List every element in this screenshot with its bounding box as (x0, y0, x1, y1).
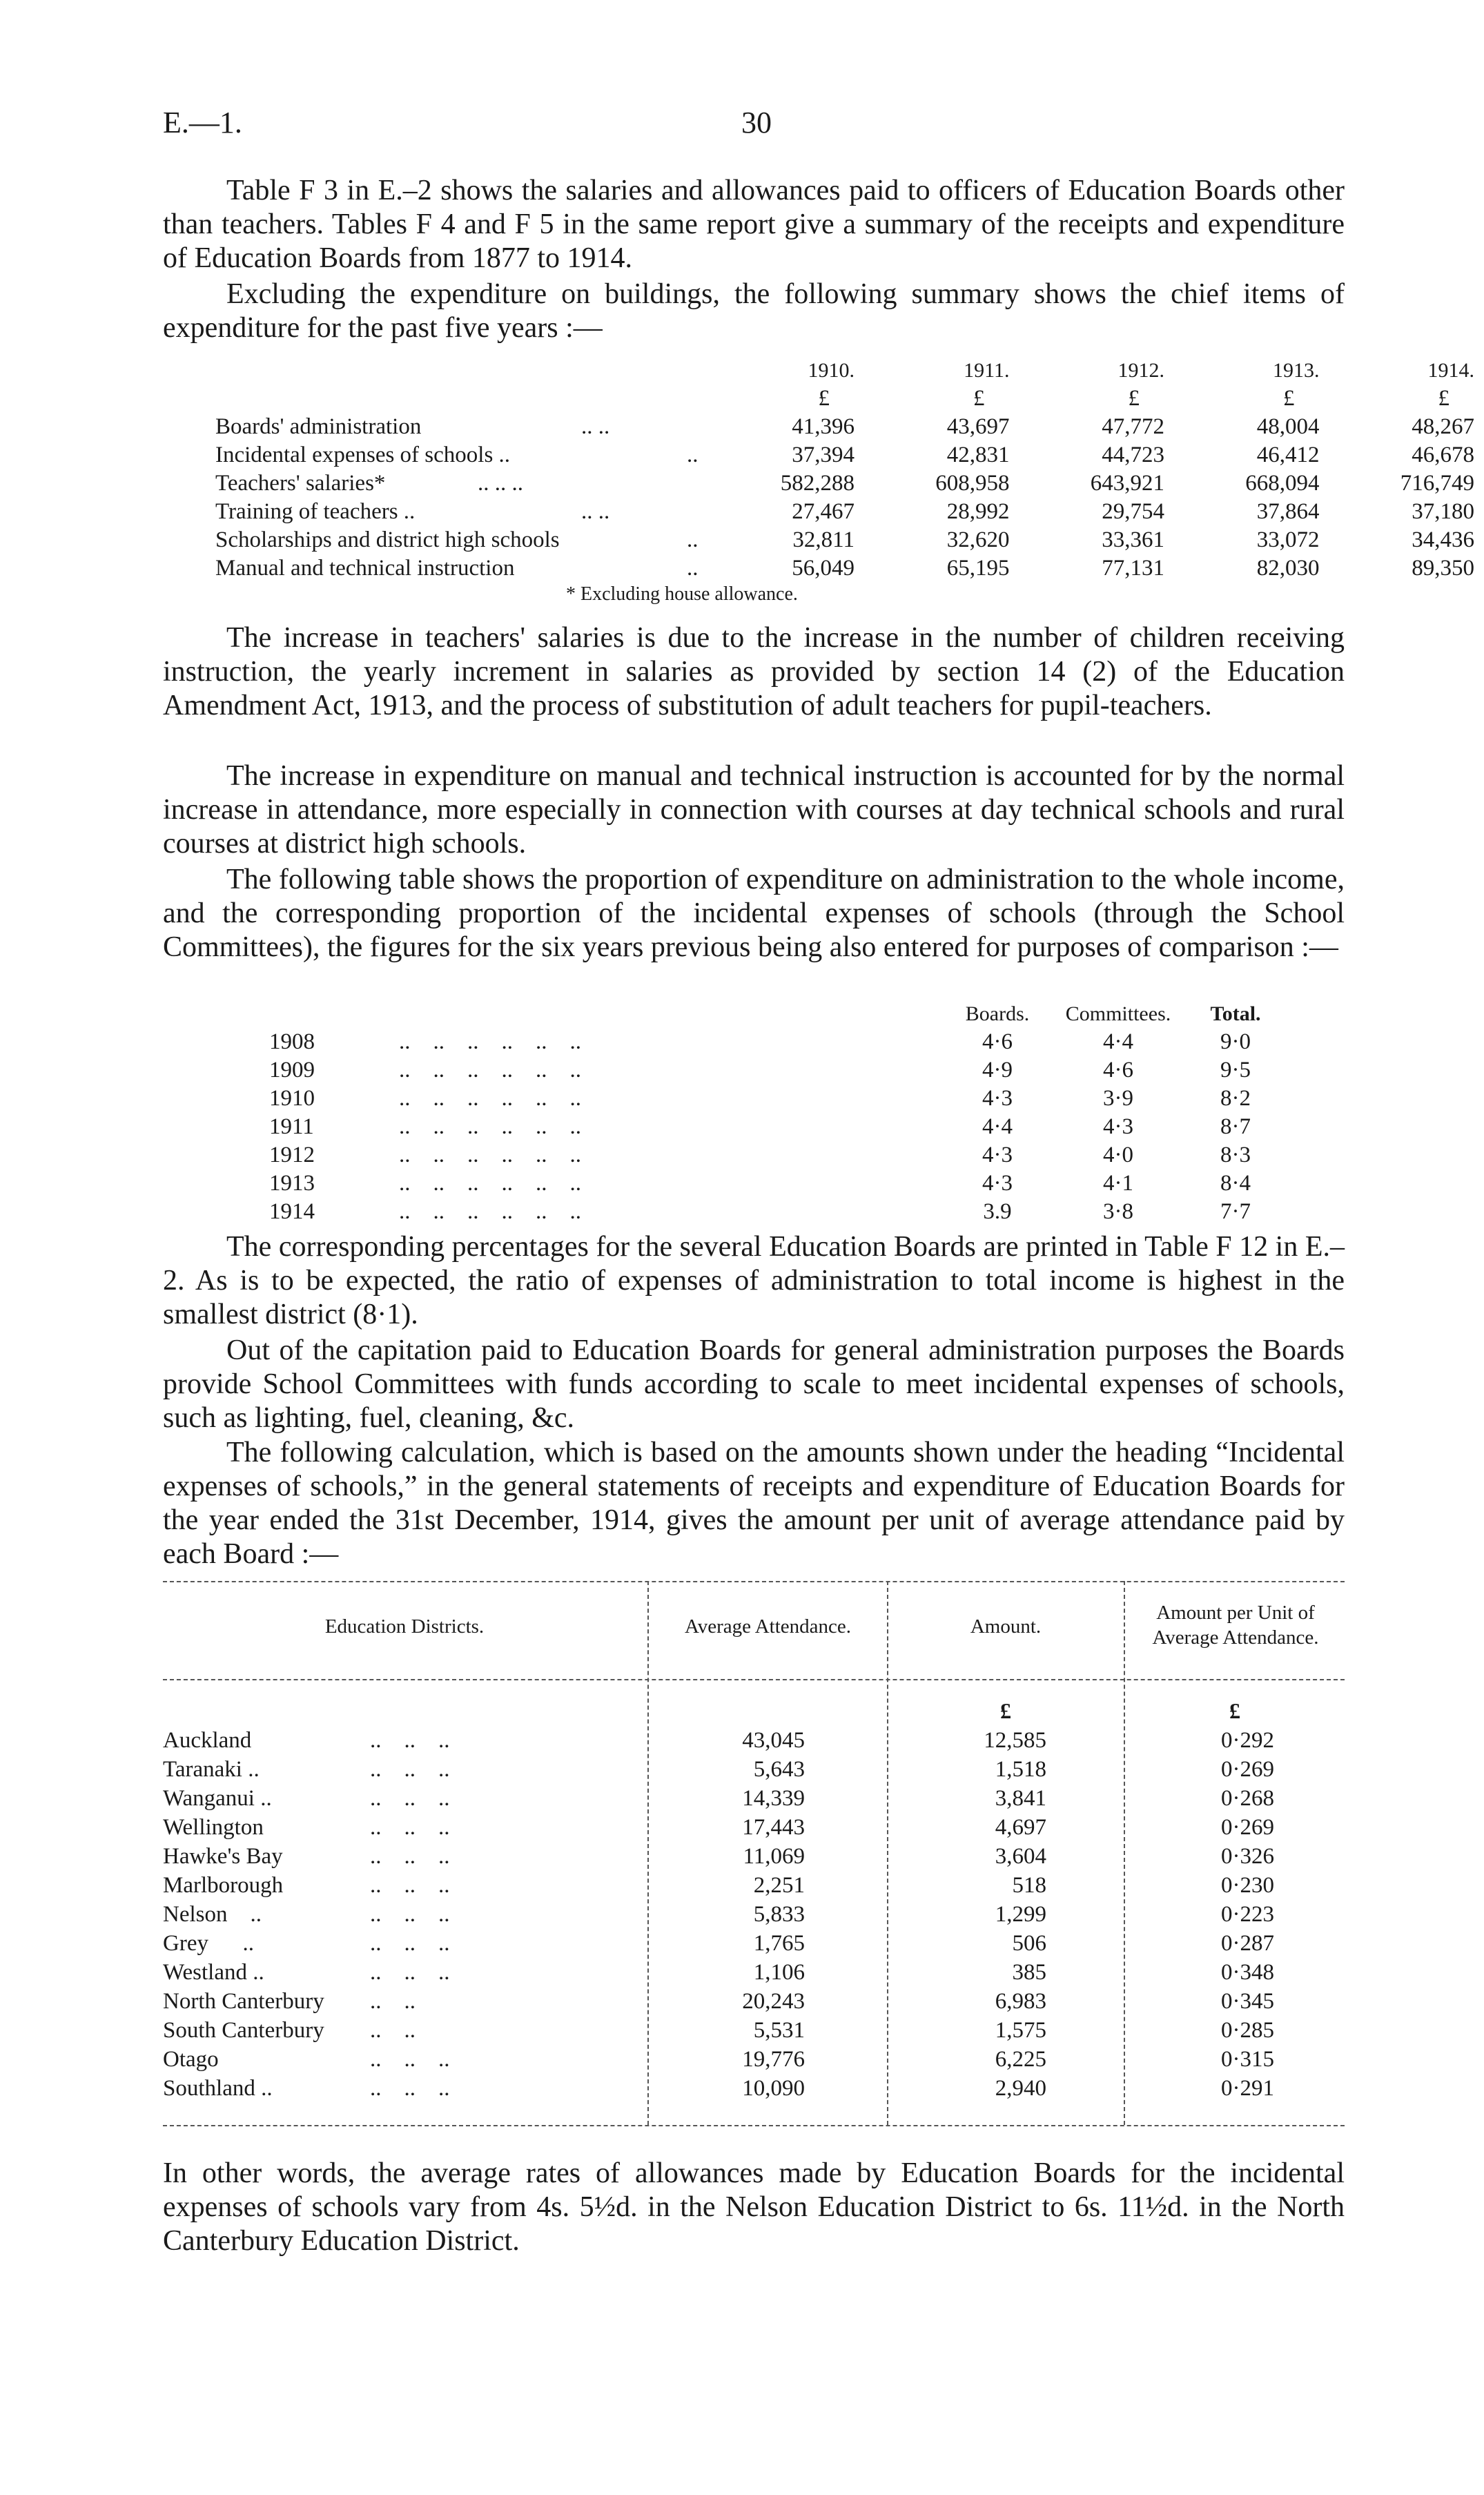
cell-per-unit: 0·223 (1221, 1902, 1274, 1927)
cell-amount: 385 (1012, 1960, 1046, 1985)
unit-pound: £ (1438, 386, 1449, 411)
leader-dots: .. .. .. .. .. .. (399, 1029, 581, 1054)
cell-amount: 3,604 (995, 1844, 1046, 1869)
district-name: Wellington (163, 1815, 264, 1840)
cell-value: 8·4 (1220, 1171, 1251, 1196)
row-label: Incidental expenses of schools .. (215, 443, 511, 467)
cell-value: 9·0 (1220, 1029, 1251, 1054)
leader-dots: .. .. .. (370, 1757, 450, 1782)
paragraph-conclusion: In other words, the average rates of allowances made by Education Boards for the incidental expenses of schools vary from 4s. 5½d. in the Nelson Education District to 6s. 11½d. in the North Canterbury Education District. (163, 2157, 1345, 2257)
cell-value: 37,180 (1412, 499, 1474, 524)
cell-value: 77,131 (1102, 556, 1164, 581)
cell-value: 582,288 (780, 471, 855, 496)
cell-per-unit: 0·285 (1221, 2018, 1274, 2043)
unit-pound: £ (1282, 386, 1295, 411)
row-label: Teachers' salaries* (215, 471, 386, 496)
row-label: Boards' administration (215, 414, 422, 439)
district-name: Wanganui .. (163, 1786, 272, 1811)
table-bottom-rule (163, 2125, 1345, 2126)
unit-pound: £ (1128, 386, 1140, 411)
cell-value: 4·6 (1103, 1058, 1133, 1083)
cell-value: 608,958 (935, 471, 1010, 496)
cell-amount: 4,697 (995, 1815, 1046, 1840)
cell-value: 42,831 (946, 443, 1010, 467)
cell-attendance: 5,833 (753, 1902, 805, 1927)
table-row (163, 1813, 1274, 1842)
cell-attendance: 10,090 (742, 2076, 805, 2101)
table-row (163, 1726, 1274, 1755)
cell-amount: 3,841 (995, 1786, 1046, 1811)
district-name: Auckland (163, 1728, 252, 1753)
cell-value: 33,361 (1102, 527, 1164, 552)
cell-per-unit: 0·269 (1221, 1757, 1274, 1782)
leader-dots: .. .. .. .. .. .. (399, 1086, 581, 1111)
paragraph-summary-intro: Excluding the expenditure on buildings, the following summary shows the chief items of expenditure for the past five years :— (163, 278, 1345, 344)
paragraph-capitation: Out of the capitation paid to Education Boards for general administration purposes the Boards provide School Committees with funds according to scale to meet incidental expenses of schools, such as lighting, fuel, cleaning, &c. (163, 1334, 1345, 1434)
table-row (215, 413, 1484, 441)
table-row (269, 1113, 1284, 1141)
leader-dots: .. .. .. (370, 1844, 450, 1869)
leader-dots: .. .. (370, 2018, 416, 2043)
header-committees: Committees. (1065, 1002, 1171, 1025)
cell-per-unit: 0·348 (1221, 1960, 1274, 1985)
cell-value: 716,749 (1400, 471, 1474, 496)
cell-value: 4·6 (982, 1029, 1013, 1054)
row-year: 1912 (269, 1143, 315, 1167)
paragraph-intro: Table F 3 in E.–2 shows the salaries and allowances paid to officers of Education Boards other than teachers. Tables F 4 and F 5 in the same report give a summary of the receipts and expenditure of Education Boards from 1877 to 1914. (163, 175, 1345, 274)
district-name: Grey .. (163, 1931, 254, 1956)
cell-value: 32,811 (792, 527, 855, 552)
cell-value: 8·2 (1220, 1086, 1251, 1111)
cell-attendance: 17,443 (742, 1815, 805, 1840)
year-1912: 1912. (1117, 359, 1164, 382)
table-row (163, 1958, 1274, 1987)
cell-value: 48,004 (1256, 414, 1320, 439)
leader-dots: .. .. .. (370, 2047, 450, 2072)
header-education-districts: Education Districts. (324, 1615, 485, 1638)
cell-amount: 2,940 (995, 2076, 1046, 2101)
cell-value: 56,049 (792, 556, 855, 581)
row-label: Manual and technical instruction (215, 556, 515, 581)
leader-dots: .. .. .. (370, 2076, 450, 2101)
cell-attendance: 19,776 (742, 2047, 805, 2072)
row-label: Training of teachers .. (215, 499, 416, 524)
cell-value: 3·8 (1103, 1199, 1133, 1224)
row-year: 1913 (269, 1171, 315, 1196)
cell-per-unit: 0·291 (1221, 2076, 1274, 2101)
cell-value: 3·9 (1103, 1086, 1133, 1111)
cell-value: 28,992 (946, 499, 1010, 524)
page-code: E.—1. (163, 106, 242, 139)
district-name: Southland .. (163, 2076, 273, 2101)
year-1914: 1914. (1427, 359, 1474, 382)
leader-dots: .. .. .. (370, 1786, 450, 1811)
cell-attendance: 5,531 (753, 2018, 805, 2043)
leader-dots: .. .. (370, 1989, 416, 2014)
cell-per-unit: 0·315 (1221, 2047, 1274, 2072)
cell-value: 33,072 (1256, 527, 1320, 552)
district-name: Otago (163, 2047, 219, 2072)
leader-dots: .. (687, 556, 699, 581)
district-name: Nelson .. (163, 1902, 262, 1927)
table-row (163, 1900, 1274, 1929)
cell-value: 8·7 (1220, 1114, 1251, 1139)
page-number: 30 (741, 106, 772, 139)
leader-dots: .. .. .. (370, 1902, 450, 1927)
cell-attendance: 2,251 (753, 1873, 805, 1898)
header-amount: Amount. (970, 1615, 1042, 1638)
cell-per-unit: 0·326 (1221, 1844, 1274, 1869)
district-name: South Canterbury (163, 2018, 324, 2043)
paragraph-calculation-intro: The following calculation, which is based on the amounts shown under the heading “Incidental expenses of schools,” in the general statements of receipts and expenditure of Education Boards for the year ended the 31st December, 1914, gives the amount per unit of average attendance paid by each Board :— (163, 1437, 1345, 1570)
header-average-attendance: Average Attendance. (684, 1615, 851, 1638)
cell-value: 46,678 (1412, 443, 1474, 467)
cell-value: 37,864 (1256, 499, 1320, 524)
cell-amount: 518 (1012, 1873, 1046, 1898)
leader-dots: .. .. .. .. .. .. (399, 1199, 581, 1224)
district-name: North Canterbury (163, 1989, 324, 2014)
paragraph-corresponding-percentages: The corresponding percentages for the several Education Boards are printed in Table F 12 in E.–2. As is to be expected, the ratio of expenses of administration to total income is highest in the smallest district (8·1). (163, 1231, 1345, 1330)
leader-dots: .. .. .. (478, 471, 523, 496)
cell-per-unit: 0·268 (1221, 1786, 1274, 1811)
cell-value: 643,921 (1090, 471, 1164, 496)
cell-per-unit: 0·345 (1221, 1989, 1274, 2014)
cell-value: 41,396 (792, 414, 855, 439)
paragraph-teachers-salaries: The increase in teachers' salaries is due to the increase in the number of children receiving instruction, the yearly increment in salaries as provided by section 14 (2) of the Education Amendment Act, 1913, and the process of substitution of adult teachers for pupil-teachers. (163, 622, 1345, 721)
table-row (163, 1871, 1274, 1900)
cell-amount: 6,983 (995, 1989, 1046, 2014)
proportion-table (269, 1000, 1284, 1226)
cell-value: 29,754 (1102, 499, 1164, 524)
cell-value: 4·3 (982, 1171, 1013, 1196)
cell-amount: 1,518 (995, 1757, 1046, 1782)
cell-value: 4·1 (1103, 1171, 1133, 1196)
cell-per-unit: 0·269 (1221, 1815, 1274, 1840)
cell-value: 82,030 (1256, 556, 1320, 581)
leader-dots: .. (687, 443, 699, 467)
table-row (163, 2074, 1274, 2103)
expenditure-year-header (215, 356, 1484, 385)
cell-value: 9·5 (1220, 1058, 1251, 1083)
table-row (215, 498, 1484, 526)
header-boards: Boards. (965, 1002, 1030, 1025)
cell-attendance: 1,765 (753, 1931, 805, 1956)
leader-dots: .. .. .. (370, 1815, 450, 1840)
leader-dots: .. .. .. (370, 1728, 450, 1753)
table-row (269, 1085, 1284, 1113)
district-name: Hawke's Bay (163, 1844, 283, 1869)
cell-attendance: 11,069 (743, 1844, 805, 1869)
row-year: 1914 (269, 1199, 315, 1224)
table-top-rule (163, 1581, 1345, 1582)
cell-value: 4·3 (1103, 1114, 1133, 1139)
table-row (269, 1141, 1284, 1169)
table-row (163, 1987, 1274, 2016)
cell-attendance: 43,045 (742, 1728, 805, 1753)
cell-value: 4·3 (982, 1143, 1013, 1167)
year-1913: 1913. (1272, 359, 1320, 382)
paragraph-manual-technical: The increase in expenditure on manual and technical instruction is accounted for by the normal increase in attendance, more especially in connection with courses at day technical schools and rural courses at district high schools. (163, 760, 1345, 860)
cell-value: 4·3 (982, 1086, 1013, 1111)
cell-value: 43,697 (946, 414, 1010, 439)
cell-value: 4·0 (1103, 1143, 1133, 1167)
unit-amount: £ (1000, 1698, 1011, 1723)
table-row (163, 2045, 1274, 2074)
cell-value: 7·7 (1220, 1199, 1251, 1224)
table-row (269, 1169, 1284, 1198)
cell-value: 8·3 (1220, 1143, 1251, 1167)
cell-value: 668,094 (1245, 471, 1320, 496)
leader-dots: .. .. .. (370, 1873, 450, 1898)
cell-value: 47,772 (1102, 414, 1164, 439)
table-header-rule (163, 1679, 1345, 1680)
cell-attendance: 20,243 (742, 1989, 805, 2014)
cell-value: 32,620 (946, 527, 1010, 552)
leader-dots: .. (687, 527, 699, 552)
leader-dots: .. .. .. (370, 1931, 450, 1956)
row-year: 1908 (269, 1029, 315, 1054)
header-total: Total. (1210, 1002, 1261, 1025)
table-row (163, 1755, 1274, 1784)
year-1910: 1910. (808, 359, 855, 382)
cell-per-unit: 0·230 (1221, 1873, 1274, 1898)
cell-value: 37,394 (792, 443, 855, 467)
district-name: Marlborough (163, 1873, 284, 1898)
cell-value: 48,267 (1412, 414, 1474, 439)
leader-dots: .. .. (581, 499, 610, 524)
table-row (163, 2016, 1274, 2045)
cell-value: 4·9 (982, 1058, 1013, 1083)
leader-dots: .. .. .. .. .. .. (399, 1171, 581, 1196)
cell-value: 65,195 (946, 556, 1010, 581)
cell-value: 4·4 (1103, 1029, 1133, 1054)
table-row (215, 441, 1484, 469)
table-row (163, 1784, 1274, 1813)
cell-per-unit: 0·292 (1221, 1728, 1274, 1753)
proportion-header-row (269, 1000, 1284, 1028)
paragraph-proportion-intro: The following table shows the proportion of expenditure on administration to the whole income, and the corresponding proportion of the incidental expenses of schools (through the School Committees), the figures for the six years previous being also entered for purposes of comparison :— (163, 864, 1345, 963)
cell-value: 34,436 (1412, 527, 1474, 552)
cell-value: 89,350 (1412, 556, 1474, 581)
unit-pound: £ (818, 386, 830, 411)
cell-value: 27,467 (792, 499, 855, 524)
table-row (215, 526, 1484, 554)
cell-amount: 1,299 (995, 1902, 1046, 1927)
expenditure-table (215, 356, 1484, 583)
row-year: 1911 (269, 1114, 314, 1139)
leader-dots: .. .. .. .. .. .. (399, 1114, 581, 1139)
cell-per-unit: 0·287 (1221, 1931, 1274, 1956)
unit-per-unit: £ (1229, 1698, 1240, 1723)
table-row (215, 469, 1484, 498)
district-table (163, 1726, 1274, 2103)
cell-attendance: 14,339 (742, 1786, 805, 1811)
table-row (269, 1028, 1284, 1056)
unit-pound: £ (973, 386, 985, 411)
table-row (215, 554, 1484, 583)
leader-dots: .. .. .. .. .. .. (399, 1143, 581, 1167)
cell-amount: 1,575 (995, 2018, 1046, 2043)
cell-attendance: 5,643 (753, 1757, 805, 1782)
cell-value: 44,723 (1102, 443, 1164, 467)
header-amount-per-unit: Amount per Unit of Average Attendance. (1152, 1602, 1319, 1649)
table-row (269, 1198, 1284, 1226)
cell-value: 4·4 (982, 1114, 1013, 1139)
table-row (269, 1056, 1284, 1085)
row-year: 1909 (269, 1058, 315, 1083)
cell-value: 46,412 (1256, 443, 1320, 467)
cell-amount: 6,225 (995, 2047, 1046, 2072)
expenditure-unit-row (215, 385, 1484, 413)
table-row (163, 1842, 1274, 1871)
row-label: Scholarships and district high schools (215, 527, 560, 552)
expenditure-footnote: * Excluding house allowance. (566, 583, 798, 605)
cell-amount: 12,585 (984, 1728, 1046, 1753)
year-1911: 1911. (964, 359, 1010, 382)
leader-dots: .. .. (581, 414, 610, 439)
table-row (163, 1929, 1274, 1958)
row-year: 1910 (269, 1086, 315, 1111)
cell-attendance: 1,106 (753, 1960, 805, 1985)
leader-dots: .. .. .. (370, 1960, 450, 1985)
leader-dots: .. .. .. .. .. .. (399, 1058, 581, 1083)
cell-value: 3.9 (983, 1199, 1012, 1224)
district-name: Taranaki .. (163, 1757, 260, 1782)
district-name: Westland .. (163, 1960, 264, 1985)
cell-amount: 506 (1012, 1931, 1046, 1956)
